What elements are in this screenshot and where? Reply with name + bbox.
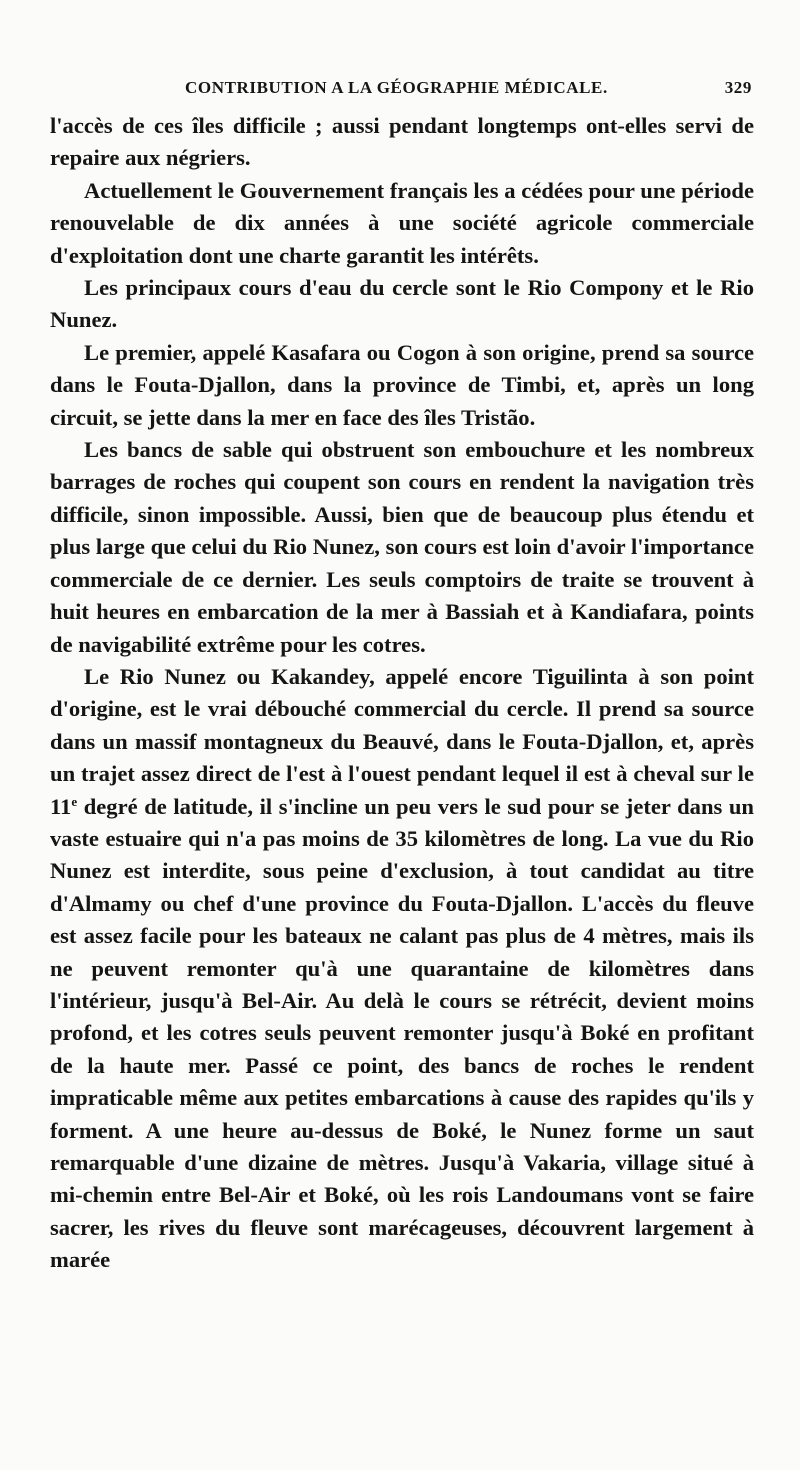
paragraph: Les bancs de sable qui obstruent son embouchure et les nombreux barrages de roches qui coupent son cours en rendent la navigation très difficile, sinon impossible. Aussi, bien que de beaucoup plus étendu et plus large que celui du Rio Nunez, son cours est loin d'avoir l'importance commerciale de ce dernier. Les seuls comptoirs de traite se trouvent à huit heures en embarcation de la mer à Bassiah et à Kandiafara, points de navigabilité extrême pour les cotres. xyxy=(50,437,754,657)
paragraph: l'accès de ces îles difficile ; aussi pendant longtemps ont-elles servi de repaire aux négriers. xyxy=(50,113,754,171)
paragraph-text: degré de latitude, il s'incline un peu vers le sud pour se jeter dans un vaste estuaire qui n'a pas moins de 35 kilomètres de long. La vue du Rio Nunez est interdite, sous peine d'exclusion, à tout candidat au titre d'Almamy ou chef d'une province du Fouta-Djallon. L'accès du fleuve est assez facile pour les bateaux ne calant pas plus de 4 mètres, mais ils ne peuvent remonter qu'à une quarantaine de kilomètres dans l'intérieur, jusqu'à Bel-Air. Au delà le cours se rétrécit, devient moins profond, et les cotres seuls peuvent remonter jusqu'à Boké en profitant de la haute mer. Passé ce point, des bancs de roches le rendent impraticable même aux petites embarcations à cause des rapides qu'ils y forment. A une heure au-dessus de Boké, le Nunez forme un saut remarquable d'une dizaine de mètres. Jusqu'à Vakaria, village situé à mi-chemin entre Bel-Air et Boké, où les rois Landoumans vont se faire sacrer, les rives du fleuve sont marécageuses, découvrent largement à marée xyxy=(50,793,754,1273)
page xyxy=(50,78,754,1277)
paragraph: Le premier, appelé Kasafara ou Cogon à son origine, prend sa source dans le Fouta-Djallon, dans la province de Timbi, et, après un long circuit, se jette dans la mer en face des îles Tristão. xyxy=(50,339,754,430)
running-title: CONTRIBUTION A LA GÉOGRAPHIE MÉDICALE. xyxy=(185,78,608,97)
paragraph: Les principaux cours d'eau du cercle sont le Rio Compony et le Rio Nunez. xyxy=(50,275,754,333)
paragraph xyxy=(50,661,754,1277)
body-text xyxy=(50,110,754,1277)
superscript: e xyxy=(71,793,78,809)
running-head xyxy=(50,78,754,110)
paragraph: Actuellement le Gouvernement français les a cédées pour une période renouvelable de dix années à une société agricole commerciale d'exploitation dont une charte garantit les intérêts. xyxy=(50,177,754,268)
paragraph-text: Le Rio Nunez ou Kakandey, appelé encore Tiguilinta à son point d'origine, est le vrai débouché commercial du cercle. Il prend sa source dans un massif montagneux du Beauvé, dans le Fouta-Djallon, et, après un trajet assez direct de l'est à l'ouest pendant lequel il est à cheval sur le 11 xyxy=(50,663,754,819)
page-number: 329 xyxy=(724,78,752,97)
